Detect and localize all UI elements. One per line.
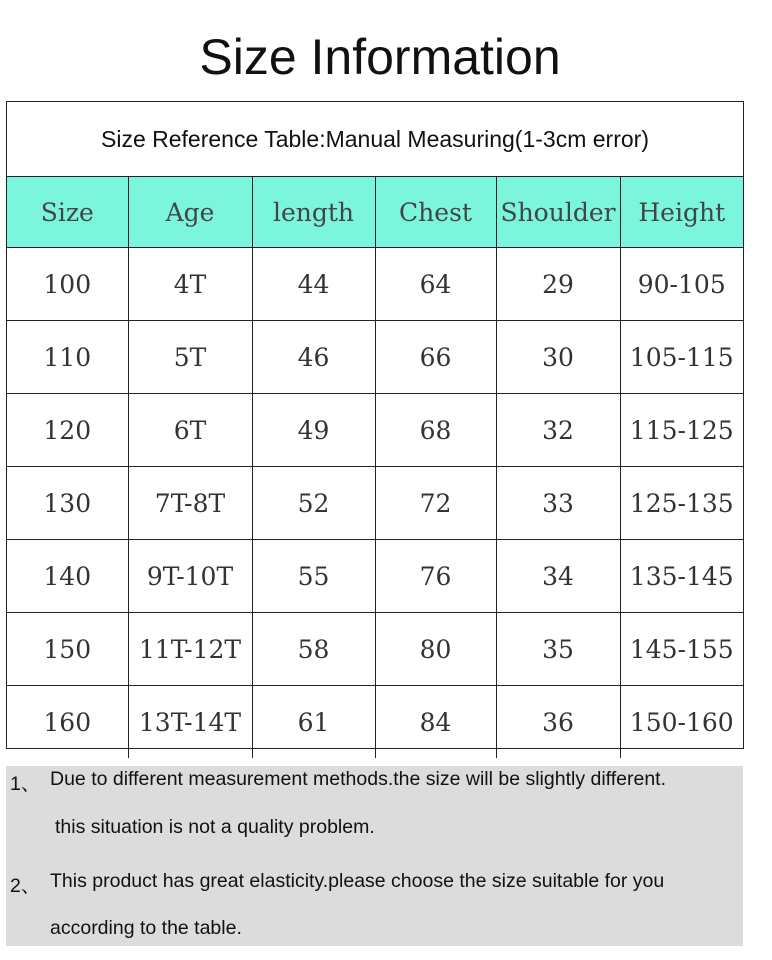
cell-shoulder: 32 [496,394,620,467]
cell-size: 100 [7,248,128,321]
cell-chest: 76 [375,540,496,613]
note-2-text-continued: according to the table. [50,917,242,939]
table-row [7,613,743,686]
table-header-row [7,177,743,248]
cell-length: 49 [252,394,375,467]
table-caption: Size Reference Table:Manual Measuring(1-3cm error) [7,102,743,177]
cell-length: 46 [252,321,375,394]
header-chest: Chest [375,177,496,248]
cell-chest: 66 [375,321,496,394]
cell-chest: 72 [375,467,496,540]
cell-size: 110 [7,321,128,394]
header-length: length [252,177,375,248]
cell-height: 105-115 [620,321,743,394]
cell-shoulder: 34 [496,540,620,613]
cell-chest: 64 [375,248,496,321]
note-2-number: 2、 [10,875,41,897]
cell-size: 120 [7,394,128,467]
header-age: Age [128,177,252,248]
cell-height: 150-160 [620,686,743,759]
cell-chest: 80 [375,613,496,686]
cell-length: 61 [252,686,375,759]
cell-size: 130 [7,467,128,540]
cell-size: 160 [7,686,128,759]
cell-height: 90-105 [620,248,743,321]
cell-age: 7T-8T [128,467,252,540]
header-height: Height [620,177,743,248]
table-row [7,394,743,467]
cell-height: 135-145 [620,540,743,613]
cell-size: 150 [7,613,128,686]
note-2-text: This product has great elasticity.please choose the size suitable for you [50,870,665,892]
cell-length: 44 [252,248,375,321]
cell-height: 125-135 [620,467,743,540]
cell-age: 6T [128,394,252,467]
table-row [7,321,743,394]
table-row [7,686,743,759]
page-title: Size Information [199,29,561,85]
cell-length: 52 [252,467,375,540]
cell-age: 5T [128,321,252,394]
cell-age: 13T-14T [128,686,252,759]
cell-age: 9T-10T [128,540,252,613]
header-shoulder: Shoulder [496,177,620,248]
cell-height: 115-125 [620,394,743,467]
table-row [7,248,743,321]
cell-size: 140 [7,540,128,613]
table-row [7,467,743,540]
cell-length: 58 [252,613,375,686]
note-1-text-continued: this situation is not a quality problem. [55,816,375,838]
size-chart [7,177,743,758]
note-1-number: 1、 [10,773,41,795]
notes-panel [6,766,743,946]
cell-shoulder: 35 [496,613,620,686]
cell-age: 4T [128,248,252,321]
cell-shoulder: 29 [496,248,620,321]
cell-height: 145-155 [620,613,743,686]
cell-shoulder: 36 [496,686,620,759]
cell-chest: 84 [375,686,496,759]
cell-age: 11T-12T [128,613,252,686]
header-size: Size [7,177,128,248]
cell-shoulder: 30 [496,321,620,394]
cell-length: 55 [252,540,375,613]
cell-chest: 68 [375,394,496,467]
size-table [6,101,744,749]
note-1-text: Due to different measurement methods.the size will be slightly different. [50,768,667,790]
cell-shoulder: 33 [496,467,620,540]
table-row [7,540,743,613]
